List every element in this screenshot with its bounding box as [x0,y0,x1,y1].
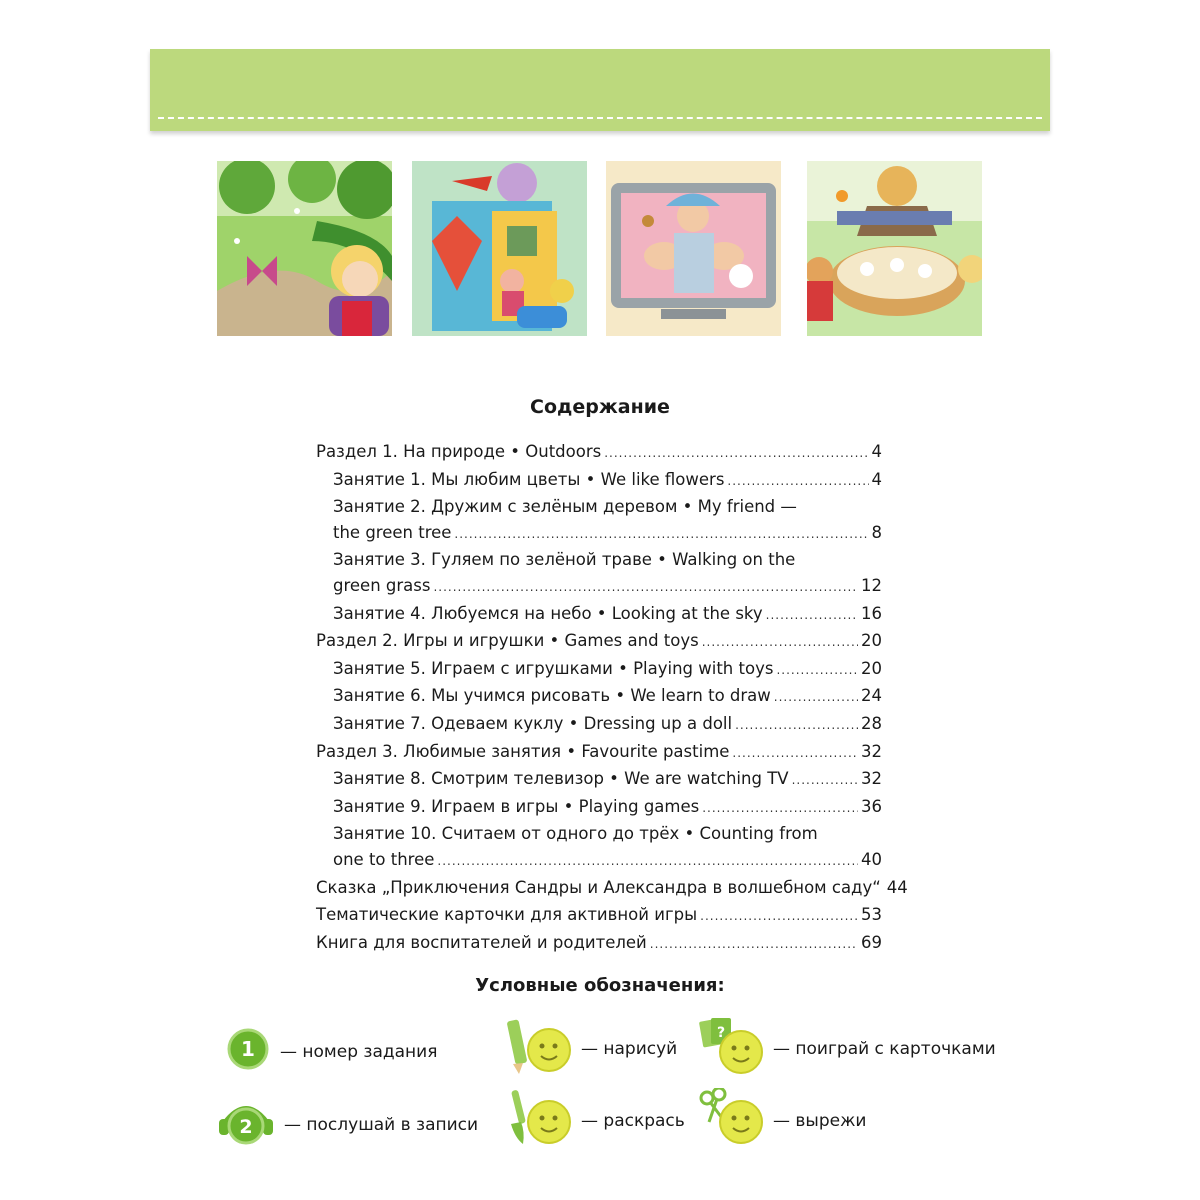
legend-label: — поиграй с карточками [773,1038,996,1059]
toc-entry-page: 24 [861,686,882,706]
dot-leader [437,849,858,875]
toc-entry-page: 8 [871,522,882,542]
toc-entry[interactable] [316,573,882,601]
legend-item-cut-out [697,1088,866,1153]
toc-entry-page: 20 [861,658,882,678]
toc-entry-title: Занятие 6. Мы учимся рисовать • We learn to draw [333,686,771,706]
legend-item-task-number [224,1027,437,1076]
scarecrow-picnic-illustration [807,161,982,336]
toc-entry-page: 20 [861,631,882,651]
toc-entry-first-line[interactable]: Занятие 3. Гуляем по зелёной траве • Walking on the [333,550,796,570]
legend-label: — послушай в записи [284,1114,479,1135]
dot-leader [774,685,858,711]
toc-entry-page: 36 [861,796,882,816]
legend-item-colour [505,1088,685,1153]
svg-text:1: 1 [241,1037,255,1061]
toc-title: Содержание [530,396,670,418]
toc-entry-title: Занятие 7. Одеваем куклу • Dressing up a doll [333,713,733,733]
toc-entry-first-line[interactable]: Занятие 2. Дружим с зелёным деревом • My friend — [333,497,797,517]
toc-entry-page: 32 [861,769,882,789]
toc-entry-page: 44 [886,877,908,897]
toc-entry-title: the green tree [333,522,452,542]
legend-label: — раскрась [581,1110,685,1131]
legend-label: — номер задания [280,1041,438,1062]
toc-entry[interactable] [316,739,882,767]
legend-label: — нарисуй [581,1038,678,1059]
toc-entry-page: 28 [861,713,882,733]
toc-entry-title: Занятие 9. Играем в игры • Playing games [333,796,700,816]
toc-entry-title: Сказка „Приключения Сандры и Александра в волшебном саду“ [316,877,881,897]
toc-entry[interactable] [316,847,882,875]
toc-entry[interactable] [316,683,882,711]
dot-leader [702,630,858,656]
toc-entry-title: Занятие 1. Мы любим цветы • We like flowers [333,469,725,489]
brush-smiley-icon [505,1088,573,1153]
toc-entry[interactable] [316,711,882,739]
table-of-contents [316,439,908,957]
tv-cook-illustration [606,161,781,336]
toc-entry-title: Занятие 5. Играем с игрушками • Playing with toys [333,658,774,678]
scissors-smiley-icon [697,1088,765,1153]
park-girl-butterfly-illustration [217,161,392,336]
toc-entry[interactable] [316,656,882,684]
toc-entry-title: Занятие 8. Смотрим телевизор • We are watching TV [333,769,789,789]
header-band [150,49,1050,131]
toc-entry-title: Занятие 4. Любуемся на небо • Looking at the sky [333,603,763,623]
headphones-badge-icon [216,1097,276,1152]
dot-leader [776,658,858,684]
toc-entry-title: Книга для воспитателей и родителей [316,932,647,952]
legend-item-listen [216,1097,478,1152]
toc-entry-page: 53 [861,905,882,925]
dot-leader [700,904,858,930]
dot-leader [433,575,858,601]
svg-text:2: 2 [239,1116,253,1138]
toc-entry-title: green grass [333,575,431,595]
dot-leader [604,441,868,467]
toc-entry[interactable] [316,875,908,903]
dot-leader [702,796,858,822]
pencil-smiley-icon [505,1016,573,1081]
dot-leader [732,741,858,767]
cards-smiley-icon [697,1016,765,1081]
toc-entry[interactable] [316,766,882,794]
dot-leader [735,713,858,739]
dot-leader [454,522,868,548]
toc-entry-first-line[interactable]: Занятие 10. Считаем от одного до трёх • Counting from [333,824,818,844]
dot-leader [766,603,858,629]
toc-entry-page: 16 [861,603,882,623]
toc-entry-title: Раздел 3. Любимые занятия • Favourite pastime [316,741,730,761]
toc-entry[interactable] [316,628,882,656]
toc-entry-page: 69 [861,932,882,952]
toc-entry[interactable] [316,794,882,822]
legend-item-draw [505,1016,677,1081]
toc-entry-page: 4 [871,442,882,461]
toc-entry-title: one to three [333,849,435,869]
toc-entry-page: 4 [871,469,882,489]
dot-leader [792,768,858,794]
toy-cabinet-illustration [412,161,587,336]
legend-title: Условные обозначения: [475,975,725,996]
toc-entry[interactable] [316,902,882,930]
toc-entry[interactable] [316,930,882,958]
legend-label: — вырежи [773,1110,867,1131]
toc-entry-page: 32 [861,741,882,761]
toc-entry-page: 40 [861,849,882,869]
toc-entry[interactable] [316,467,882,495]
stitch-line [158,117,1042,119]
toc-entry[interactable] [316,601,882,629]
toc-entry-title: Раздел 2. Игры и игрушки • Games and toys [316,631,699,651]
dot-leader [727,469,868,495]
toc-entry[interactable] [316,520,882,548]
dot-leader [650,932,858,958]
toc-entry-title: Тематические карточки для активной игры [316,905,698,925]
svg-text:?: ? [716,1025,726,1041]
number-badge-icon [224,1027,272,1076]
toc-entry-page: 12 [861,575,882,595]
legend-item-card-game [697,1016,996,1081]
toc-entry-title: Раздел 1. На природе • Outdoors [316,442,602,461]
toc-entry[interactable] [316,439,882,467]
